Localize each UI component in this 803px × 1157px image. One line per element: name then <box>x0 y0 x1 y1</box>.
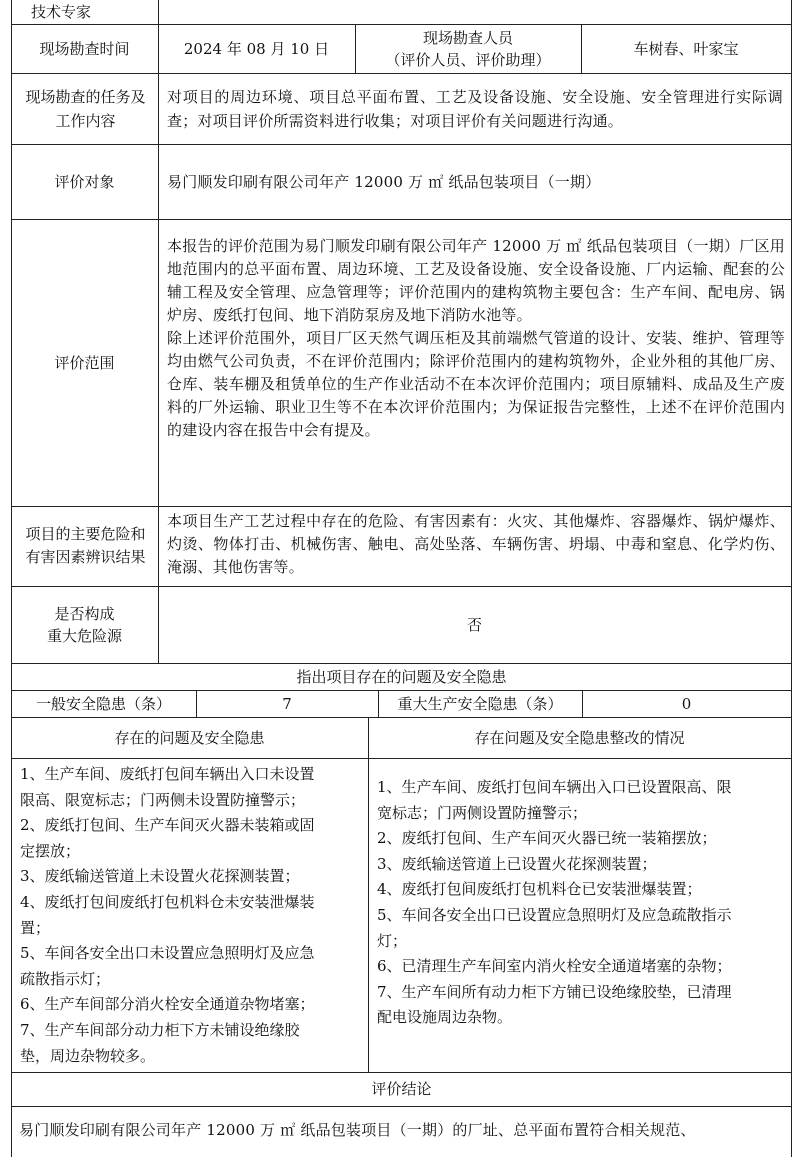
list-item: 3、废纸输送管道上已设置火花探测装置； <box>377 854 657 873</box>
scope-paragraph-1: 本报告的评价范围为易门顺发印刷有限公司年产 12000 万 ㎡ 纸品包装项目（一期）厂区用地范围内的总平面布置、周边环境、工艺及设备设施、安全设备设施、厂内运输、配套的公辅工程及安全管理、应急管理等；评价范围内的建构筑物主要包含：生产车间、配电房、锅炉房、废纸打包间、地下消防泵房及地下消防水池等。 <box>167 237 785 324</box>
scope-label: 评价范围 <box>54 353 115 372</box>
list-item: 2、废纸打包间、生产车间灭火器未装箱或固 <box>20 816 315 835</box>
list-item: 7、生产车间所有动力柜下方铺已设绝缘胶垫，已清理 <box>377 982 732 1001</box>
list-item: 7、生产车间部分动力柜下方未铺设绝缘胶 <box>20 1020 300 1039</box>
list-item: 灯； <box>377 931 408 950</box>
list-item: 3、废纸输送管道上未设置火花探测装置； <box>20 867 300 886</box>
major-hazard-count-label: 重大生产安全隐患（条） <box>397 694 563 713</box>
hazards-content: 本项目生产工艺过程中存在的危险、有害因素有：火灾、其他爆炸、容器爆炸、锅炉爆炸、灼烫、物体打击、机械伤害、触电、高处坠落、车辆伤害、坍塌、中毒和窒息、化学灼伤、淹溺、其他伤害等。 <box>167 512 785 576</box>
list-item: 宽标志；门两侧设置防撞警示； <box>377 803 588 822</box>
task-content: 对项目的周边环境、项目总平面布置、工艺及设备设施、安全设施、安全管理进行实际调查；对项目评价所需资料进行收集；对项目评价有关问题进行沟通。 <box>167 88 783 130</box>
list-item: 5、车间各安全出口已设置应急照明灯及应急疏散指示 <box>377 905 732 924</box>
list-item: 6、生产车间部分消火栓安全通道杂物堵塞； <box>20 995 315 1014</box>
major-hazard-count: 0 <box>681 694 692 713</box>
issues-list <box>20 762 366 1069</box>
scope-paragraph-2: 除上述评价范围外，项目厂区天然气调压柜及其前端燃气管道的设计、安装、维护、管理等均由燃气公司负责，不在评价范围内；除评价范围内的建构筑物外，企业外租的其他厂房、仓库、装车棚及租赁单位的生产作业活动不在本次评价范围内；项目原辅料、成品及生产废料的厂外运输、职业卫生等不在本次评价范围内；为保证报告完整性，上述不在评价范围内的建设内容在报告中会有提及。 <box>167 329 785 439</box>
list-item: 4、废纸打包间废纸打包机料仓已安装泄爆装置； <box>377 880 702 899</box>
issues-section-title: 指出项目存在的问题及安全隐患 <box>296 667 507 686</box>
major-hazard-value: 否 <box>466 615 482 634</box>
conclusion-first-line: 易门顺发印刷有限公司年产 12000 万 ㎡ 纸品包装项目（一期）的厂址、总平面布置符合相关规范、 <box>19 1121 696 1139</box>
list-item: 置； <box>20 918 51 937</box>
assessment-form-table <box>11 0 792 1157</box>
list-item: 垫，周边杂物较多。 <box>20 1046 156 1065</box>
survey-time-label: 现场勘查时间 <box>39 39 130 58</box>
rectification-column-title: 存在问题及安全隐患整改的情况 <box>474 728 685 747</box>
conclusion-title: 评价结论 <box>371 1080 432 1098</box>
object-label: 评价对象 <box>54 172 115 191</box>
survey-personnel-value: 车树春、叶家宝 <box>633 39 739 58</box>
hazards-label: 项目的主要危险和有害因素辨识结果 <box>25 525 146 566</box>
list-item: 限高、限宽标志；门两侧未设置防撞警示； <box>20 790 306 809</box>
list-item: 2、废纸打包间、生产车间灭火器已统一装箱摆放； <box>377 829 717 848</box>
rectification-list <box>377 775 789 1031</box>
issues-column-title: 存在的问题及安全隐患 <box>114 728 265 747</box>
list-item: 1、生产车间、废纸打包间车辆出入口已设置限高、限 <box>377 778 732 796</box>
survey-personnel-label-line1: 现场勘查人员 <box>422 28 513 47</box>
survey-personnel-label <box>355 24 581 73</box>
object-content: 易门顺发印刷有限公司年产 12000 万 ㎡ 纸品包装项目（一期） <box>167 173 601 191</box>
scope-content <box>167 235 785 442</box>
survey-personnel-label-line2: （评价人员、评价助理） <box>385 50 551 69</box>
list-item: 1、生产车间、废纸打包间车辆出入口未设置 <box>20 765 315 783</box>
major-hazard-label-line1: 是否构成 <box>54 604 115 623</box>
expert-label: 技术专家 <box>31 3 92 21</box>
list-item: 6、已清理生产车间室内消火栓安全通道堵塞的杂物； <box>377 957 732 976</box>
list-item: 定摆放； <box>20 841 81 860</box>
major-hazard-label <box>11 586 158 663</box>
list-item: 5、车间各安全出口未设置应急照明灯及应急 <box>20 944 315 963</box>
major-hazard-label-line2: 重大危险源 <box>46 626 122 645</box>
survey-time-value: 2024 年 08 月 10 日 <box>183 39 330 58</box>
list-item: 4、废纸打包间废纸打包机料仓未安装泄爆装 <box>20 892 315 911</box>
general-hazard-label: 一般安全隐患（条） <box>35 694 171 713</box>
list-item: 配电设施周边杂物。 <box>377 1008 513 1027</box>
task-label: 现场勘查的任务及工作内容 <box>25 87 146 130</box>
list-item: 疏散指示灯； <box>20 969 111 988</box>
general-hazard-count: 7 <box>282 694 292 713</box>
